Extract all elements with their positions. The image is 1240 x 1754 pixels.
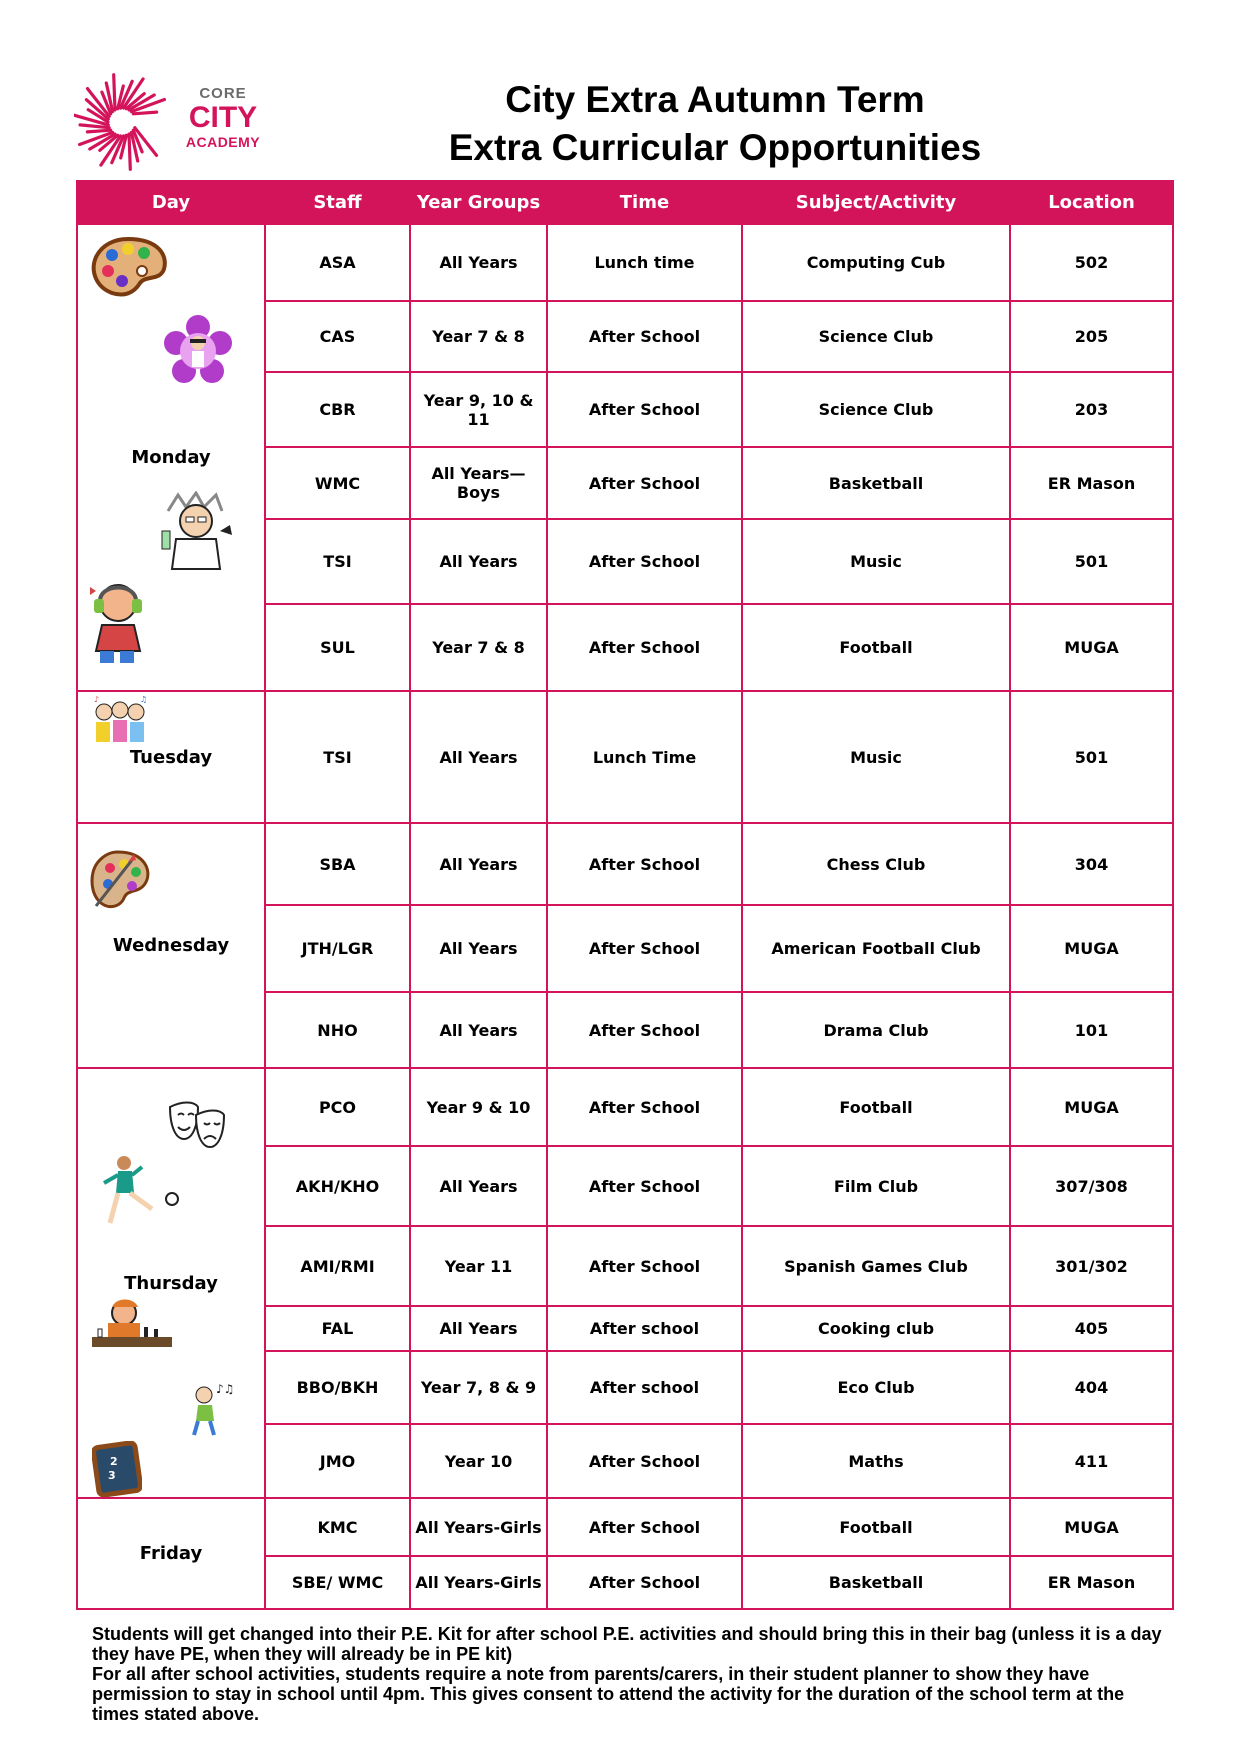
- cell-staff: BBO/BKH: [265, 1351, 410, 1424]
- title-line-2: Extra Curricular Opportunities: [448, 127, 982, 168]
- cell-staff: CBR: [265, 372, 410, 447]
- day-label-friday: Friday: [139, 1543, 203, 1564]
- pe-kit-note: Students will get changed into their P.E. Kit for after school P.E. activities and should bring this in their bag (unless it is a day they have PE, when they will already be in PE kit): [92, 1624, 1162, 1664]
- svg-text:♪♫: ♪♫: [216, 1382, 235, 1396]
- table-row: [77, 823, 1173, 905]
- cell-time: After School: [547, 301, 742, 372]
- cell-year: Year 11: [410, 1226, 547, 1306]
- cell-location: 304: [1010, 823, 1173, 905]
- cell-staff: TSI: [265, 519, 410, 604]
- cell-time: After School: [547, 1556, 742, 1609]
- cell-subject: Basketball: [742, 1556, 1010, 1609]
- cell-time: Lunch time: [547, 224, 742, 301]
- cell-location: MUGA: [1010, 604, 1173, 691]
- header-subject: Subject/Activity: [742, 181, 1010, 224]
- cell-time: After School: [547, 1068, 742, 1146]
- cell-year: All Years-Girls: [410, 1556, 547, 1609]
- cell-location: 404: [1010, 1351, 1173, 1424]
- cell-subject: Film Club: [742, 1146, 1010, 1226]
- cell-year: Year 7 & 8: [410, 301, 547, 372]
- cell-time: After School: [547, 1498, 742, 1556]
- cell-year: Year 9, 10 & 11: [410, 372, 547, 447]
- day-label-thursday: Thursday: [124, 1272, 218, 1294]
- cell-time: After School: [547, 1424, 742, 1498]
- table-row: [77, 224, 1173, 301]
- cell-subject: American Football Club: [742, 905, 1010, 992]
- cell-time: After School: [547, 1146, 742, 1226]
- cell-year: Year 7 & 8: [410, 604, 547, 691]
- cell-location: 501: [1010, 691, 1173, 823]
- cell-time: After School: [547, 604, 742, 691]
- cell-location: 203: [1010, 372, 1173, 447]
- cell-staff: NHO: [265, 992, 410, 1068]
- cell-time: After School: [547, 1226, 742, 1306]
- day-label-wednesday: Wednesday: [112, 935, 230, 956]
- chalkboard-icon: [92, 1441, 142, 1497]
- cell-location: ER Mason: [1010, 1556, 1173, 1609]
- logo-academy-text: ACADEMY: [185, 134, 261, 150]
- page-title: [380, 76, 1050, 172]
- header-staff: Staff: [265, 181, 410, 224]
- cell-time: Lunch Time: [547, 691, 742, 823]
- cell-subject: Computing Cub: [742, 224, 1010, 301]
- cell-staff: AMI/RMI: [265, 1226, 410, 1306]
- cell-staff: CAS: [265, 301, 410, 372]
- cell-year: All Years: [410, 224, 547, 301]
- cell-subject: Music: [742, 691, 1010, 823]
- header-time: Time: [547, 181, 742, 224]
- cell-location: 501: [1010, 519, 1173, 604]
- permission-note: For all after school activities, students require a note from parents/carers, in their student planner to show they have permission to stay in school until 4pm. This gives consent to attend the activity for the duration of the school term at the times stated above.: [92, 1664, 1125, 1724]
- logo-city-text: CITY: [188, 101, 258, 134]
- cell-subject: Maths: [742, 1424, 1010, 1498]
- table-header-row: [77, 181, 1173, 224]
- cell-subject: Cooking club: [742, 1306, 1010, 1351]
- table-row: [77, 691, 1173, 823]
- cell-year: Year 10: [410, 1424, 547, 1498]
- cell-subject: Drama Club: [742, 992, 1010, 1068]
- logo-burst-icon: [74, 72, 174, 172]
- cell-subject: Music: [742, 519, 1010, 604]
- cell-location: MUGA: [1010, 1068, 1173, 1146]
- table-row: [77, 1498, 1173, 1556]
- title-line-1: City Extra Autumn Term: [505, 79, 925, 120]
- cell-subject: Football: [742, 1498, 1010, 1556]
- cell-subject: Chess Club: [742, 823, 1010, 905]
- cell-subject: Football: [742, 1068, 1010, 1146]
- cell-time: After School: [547, 905, 742, 992]
- footer-notes: [92, 1624, 1172, 1724]
- day-cell-monday: [77, 224, 265, 691]
- cell-time: After School: [547, 992, 742, 1068]
- cell-time: After School: [547, 372, 742, 447]
- mad-scientist-icon: [158, 491, 234, 571]
- cell-year: All Years: [410, 905, 547, 992]
- drama-masks-icon: [166, 1099, 228, 1155]
- cell-year: All Years-Girls: [410, 1498, 547, 1556]
- day-cell-thursday: [77, 1068, 265, 1498]
- cell-year: Year 9 & 10: [410, 1068, 547, 1146]
- cell-staff: JTH/LGR: [265, 905, 410, 992]
- day-cell-tuesday: [77, 691, 265, 823]
- cell-location: 205: [1010, 301, 1173, 372]
- cell-location: 405: [1010, 1306, 1173, 1351]
- day-label-tuesday: Tuesday: [129, 746, 213, 768]
- cell-location: 301/302: [1010, 1226, 1173, 1306]
- cell-year: All Years: [410, 519, 547, 604]
- cell-subject: Science Club: [742, 301, 1010, 372]
- table-row: [77, 1068, 1173, 1146]
- cell-subject: Science Club: [742, 372, 1010, 447]
- header-location: Location: [1010, 181, 1173, 224]
- scientist-flower-icon: [162, 315, 234, 387]
- svg-text:3: 3: [108, 1469, 116, 1482]
- logo-core-text: CORE: [199, 85, 247, 102]
- cell-staff: AKH/KHO: [265, 1146, 410, 1226]
- cell-time: After school: [547, 1351, 742, 1424]
- cell-location: MUGA: [1010, 1498, 1173, 1556]
- cell-staff: WMC: [265, 447, 410, 519]
- cell-year: All Years: [410, 1146, 547, 1226]
- cell-subject: Eco Club: [742, 1351, 1010, 1424]
- cell-staff: ASA: [265, 224, 410, 301]
- header-year-groups: Year Groups: [410, 181, 547, 224]
- music-boy-icon: [186, 1381, 236, 1437]
- cell-year: All Years: [410, 691, 547, 823]
- cell-subject: Football: [742, 604, 1010, 691]
- cell-staff: SBE/ WMC: [265, 1556, 410, 1609]
- cell-staff: SUL: [265, 604, 410, 691]
- cell-subject: Spanish Games Club: [742, 1226, 1010, 1306]
- cell-subject: Basketball: [742, 447, 1010, 519]
- cell-staff: PCO: [265, 1068, 410, 1146]
- art-palette-icon: [88, 846, 154, 916]
- day-label-monday: Monday: [131, 447, 211, 468]
- cell-year: Year 7, 8 & 9: [410, 1351, 547, 1424]
- cell-location: 101: [1010, 992, 1173, 1068]
- footballer-icon: [98, 1153, 180, 1233]
- svg-text:♫: ♫: [140, 696, 148, 704]
- cell-location: 307/308: [1010, 1146, 1173, 1226]
- svg-text:2: 2: [110, 1455, 118, 1468]
- cell-location: 411: [1010, 1424, 1173, 1498]
- school-logo: [74, 72, 274, 172]
- cell-time: After School: [547, 519, 742, 604]
- cell-staff: TSI: [265, 691, 410, 823]
- headphones-kid-icon: [88, 579, 150, 665]
- cell-time: After School: [547, 447, 742, 519]
- svg-text:♪: ♪: [94, 696, 100, 704]
- day-cell-wednesday: [77, 823, 265, 1068]
- header-day: Day: [77, 181, 265, 224]
- activities-table: [76, 180, 1174, 1610]
- cell-location: MUGA: [1010, 905, 1173, 992]
- cell-staff: FAL: [265, 1306, 410, 1351]
- cell-location: 502: [1010, 224, 1173, 301]
- paint-palette-icon: [88, 235, 170, 301]
- cell-location: ER Mason: [1010, 447, 1173, 519]
- cell-staff: SBA: [265, 823, 410, 905]
- cell-year: All Years: [410, 1306, 547, 1351]
- day-cell-friday: [77, 1498, 265, 1609]
- cell-year: All Years: [410, 992, 547, 1068]
- cell-time: After School: [547, 823, 742, 905]
- cell-year: All Years—Boys: [410, 447, 547, 519]
- cell-year: All Years: [410, 823, 547, 905]
- cell-staff: JMO: [265, 1424, 410, 1498]
- cell-time: After school: [547, 1306, 742, 1351]
- cell-staff: KMC: [265, 1498, 410, 1556]
- singers-icon: [90, 696, 150, 746]
- chess-player-icon: [88, 1297, 174, 1351]
